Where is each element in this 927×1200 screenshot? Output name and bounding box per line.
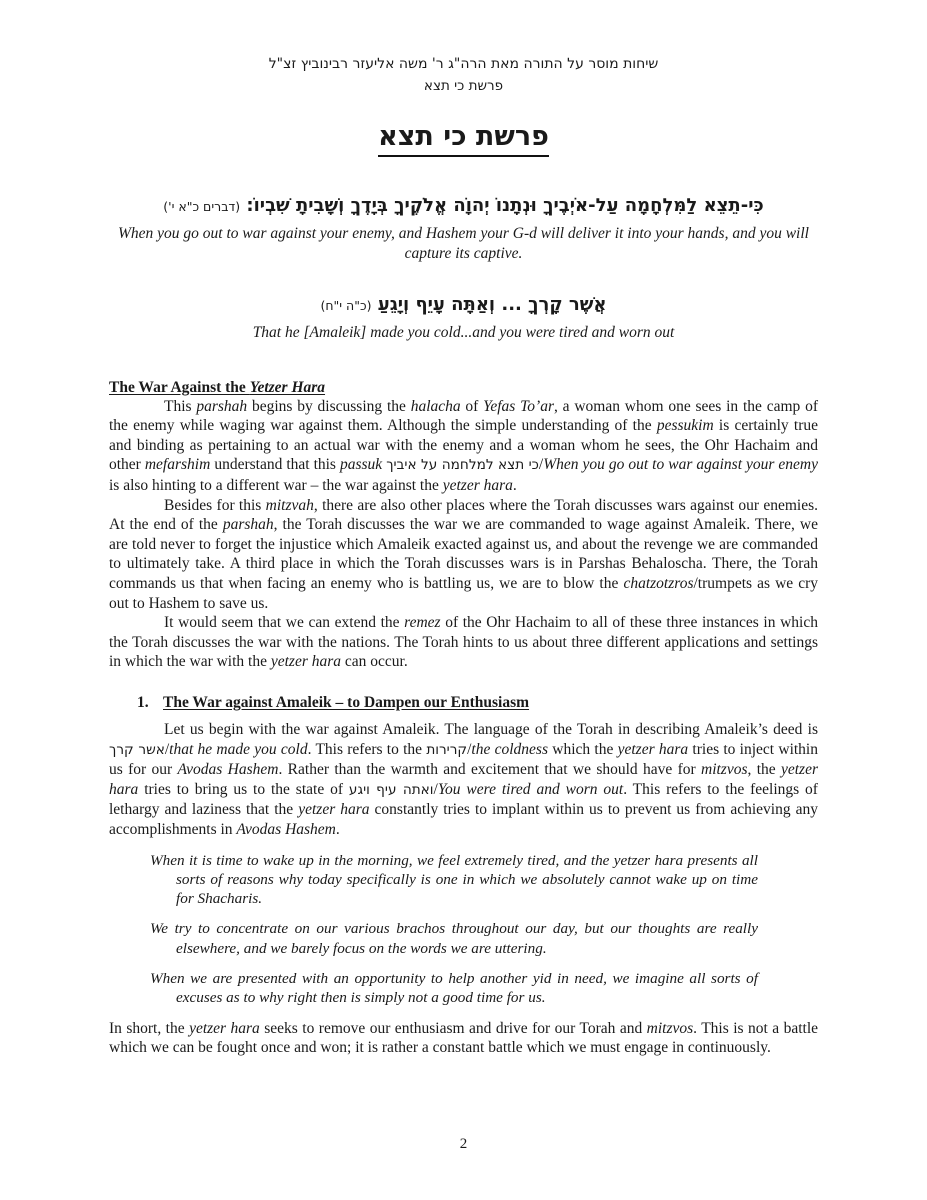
page-number: 2 [459, 1136, 468, 1152]
verse-1 [109, 195, 818, 216]
section-heading-text: The War Against the Yetzer Hara [109, 378, 326, 396]
series-title: שיחות מוסר על התורה מאת הרה"ג ר' משה אליעזר רבינוביץ זצ"ל [268, 56, 659, 72]
example-block-3: When we are presented with an opportunity to help another yid in need, we imagine all sorts of excuses as to why right then is simply not a good time for us. [150, 970, 758, 1007]
numbered-heading-text: The War against Amaleik – to Dampen our Enthusiasm [163, 693, 530, 711]
verse-2 [109, 294, 818, 315]
verse-2-hebrew: אֲשֶׁר קָרְךָ ... וְאַתָּה עָיֵף וְיָגֵעַ [371, 294, 607, 316]
section-heading [109, 379, 818, 397]
page-title: פרשת כי תצא [378, 121, 549, 157]
document-header [109, 55, 818, 95]
paragraph-1: This parshah begins by discussing the halacha of Yefas To’ar, a woman whom one sees in the camp of the enemy while waging war against them. Although the simple understanding of the pessukim is certainly true and binding as pertaining to an actual war with the enemy and a woman whom he sees, the Ohr Hachaim and other mefarshim understand that this passuk כי תצא למלחמה על איביך/When you go out to war against your enemy is also hinting to a different war – the war against the yetzer hara. [109, 397, 819, 495]
numbered-heading-number: 1. [137, 693, 149, 711]
paragraph-2: Besides for this mitzvah, there are also other places where the Torah discusses wars against our enemies. At the end of the parshah, the Torah discusses the war we are commanded to wage against Amaleik. There, we are told never to forget the injustice which Amaleik exacted against us, and about the revenge we are commanded to ultimately take. A third place in which the Torah discusses wars is in Parshas Behaloscha. There, the Torah commands us that when facing an enemy who is battling us, we are to blow the chatzotzros/trumpets as we cry out to Hashem to save us. [109, 496, 819, 612]
parsha-subtitle: פרשת כי תצא [423, 77, 504, 94]
verse-1-hebrew: כִּי-תֵצֵא לַמִּלְחָמָה עַל-אֹיְבֶיךָ וּנְתָנוֹ יְהוָֹה אֱלֹקֶיךָ בְּיָדֶךָ וְשָׁבִיתָ שִׁבְיוֹ: [240, 195, 764, 217]
title-wrap [109, 121, 818, 157]
numbered-heading [109, 694, 818, 712]
verse-2-translation: That he [Amaleik] made you cold...and you were tired and worn out [252, 324, 675, 342]
verse-2-citation: (כ"ה י"ח) [320, 298, 372, 314]
paragraph-3: It would seem that we can extend the remez of the Ohr Hachaim to all of these three instances in which the Torah discusses the war with the nations. The Torah hints to us about three different applications and settings in which the war with the yetzer hara can occur. [109, 614, 818, 671]
closing-paragraph: In short, the yetzer hara seeks to remove our enthusiasm and drive for our Torah and mitzvos. This is not a battle which we can be fought once and won; it is rather a constant battle which we must engage in continuously. [109, 1019, 819, 1057]
verse-1-translation: When you go out to war against your enemy, and Hashem your G-d will deliver it into your hands, and you will capture its captive. [118, 225, 809, 262]
verse-1-citation: (דברים כ"א י') [163, 199, 241, 215]
example-block-1: When it is time to wake up in the morning, we feel extremely tired, and the yetzer hara presents all sorts of reasons why today specifically is one in which we absolutely cannot wake up on time for Shacharis. [150, 851, 758, 908]
paragraph-4: Let us begin with the war against Amaleik. The language of the Torah in describing Amaleik’s deed is אשר קרך/that he made you cold. This refers to the קרירות/the coldness which the yetzer hara tries to inject within us for our Avodas Hashem. Rather than the warmth and excitement that we should have for mitzvos, the yetzer hara tries to bring us to the state of ואתה עיף ויגע/You were tired and worn out. This refers to the feelings of lethargy and laziness that the yetzer hara constantly tries to implant within us to prevent us from achieving any accomplishments in Avodas Hashem. [109, 720, 818, 838]
example-block-2: We try to concentrate on our various brachos throughout our day, but our thoughts are really elsewhere, and we barely focus on the words we are uttering. [150, 920, 758, 957]
